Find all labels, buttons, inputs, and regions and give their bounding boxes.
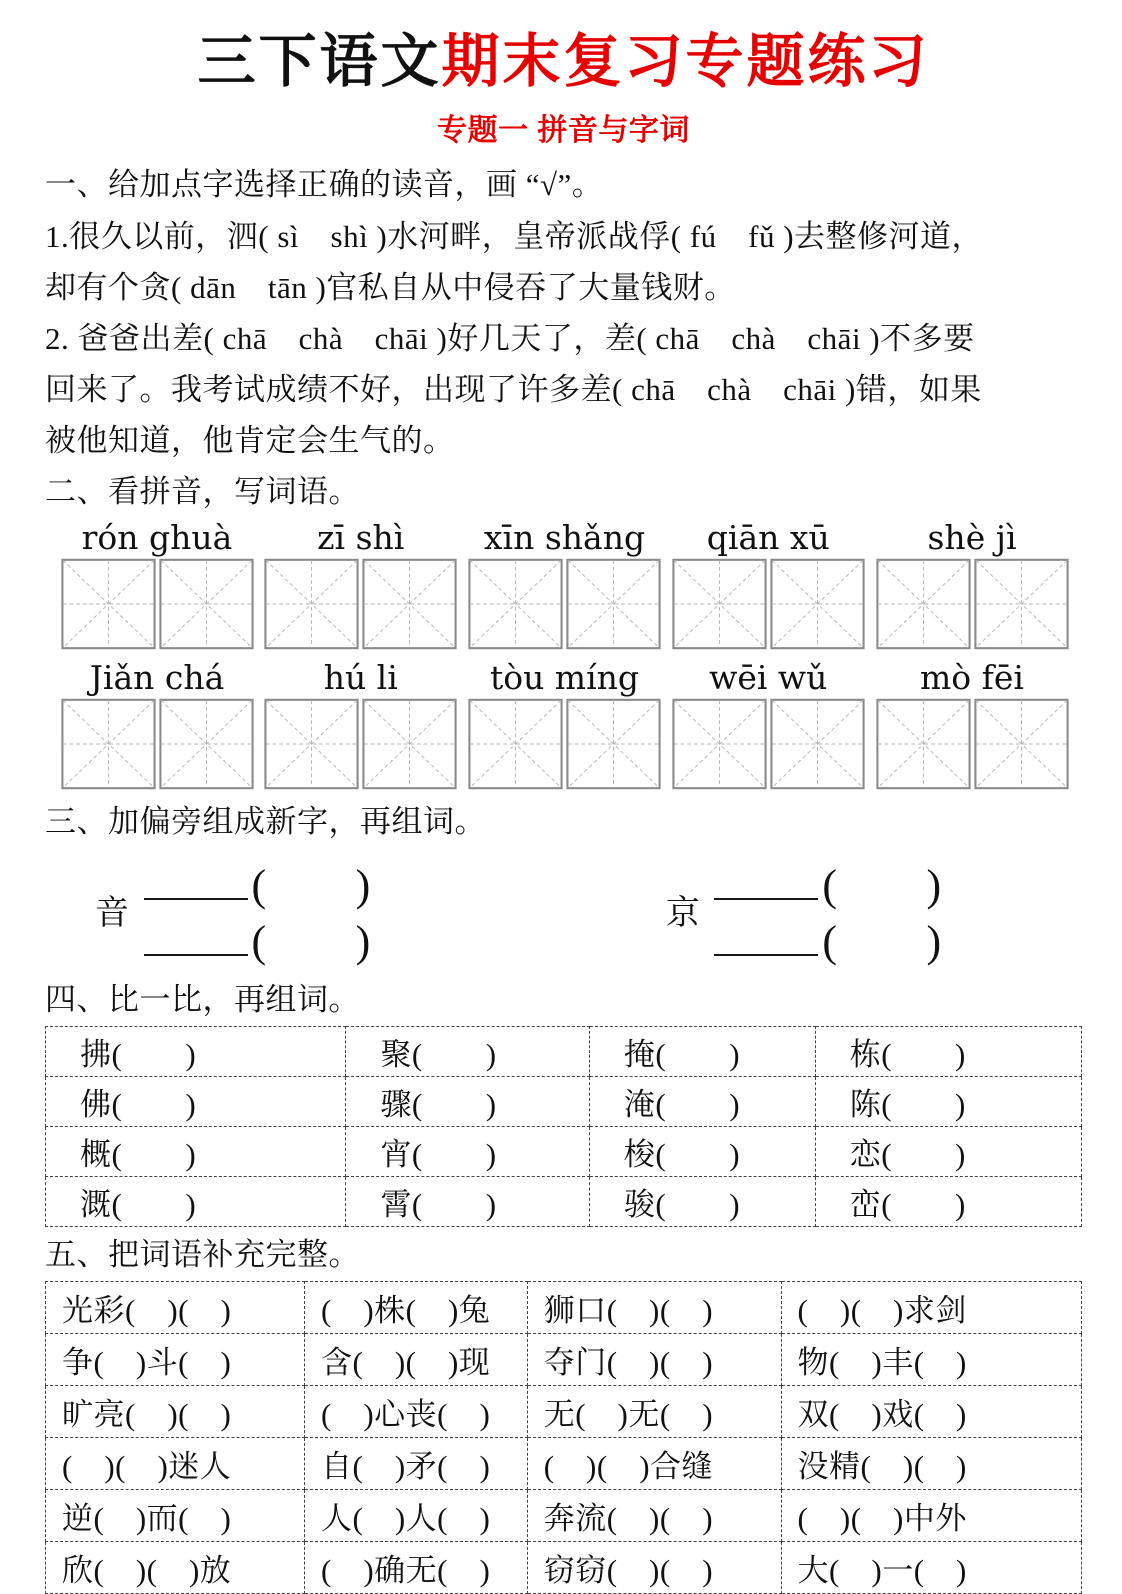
section-4-heading: 四、比一比，再组词。 [45, 981, 360, 1017]
table-cell: 溉( ) [46, 1176, 346, 1226]
tianzige-box [974, 698, 1069, 790]
table-cell: 人( )人( ) [305, 1489, 528, 1541]
pinyin-word-group [467, 518, 663, 650]
writing-box-pair [59, 558, 255, 650]
tianzige-box [672, 698, 767, 790]
pinyin-word-group [263, 658, 459, 790]
section-1-body [45, 211, 1082, 466]
table-cell: 夺门( )( ) [527, 1333, 781, 1385]
page-title [45, 26, 1082, 99]
pinyin-label: hú li [323, 657, 398, 697]
table-cell: 宵( ) [346, 1126, 589, 1176]
tianzige-box [362, 698, 457, 790]
table-row [46, 1385, 1082, 1437]
table-cell: 拂( ) [46, 1026, 346, 1076]
pinyin-word-group [874, 658, 1070, 790]
table-row [46, 1126, 1082, 1176]
table-cell: ( )心丧( ) [305, 1385, 528, 1437]
radical-base-char: 音 [95, 895, 130, 932]
writing-box-pair [467, 698, 663, 790]
section-5-heading: 五、把词语补充完整。 [45, 1236, 360, 1272]
paren-blank: ( ) [251, 916, 371, 966]
tianzige-box [264, 698, 359, 790]
title-red-part: 期末复习专题练习 [441, 29, 930, 94]
title-black-part: 三下语文 [197, 29, 442, 94]
writing-box-pair [263, 558, 459, 650]
table-row [46, 1333, 1082, 1385]
table-cell: 掩( ) [589, 1026, 815, 1076]
table-cell: 概( ) [46, 1126, 346, 1176]
table-cell: 光彩( )( ) [46, 1281, 305, 1333]
table-row [46, 1541, 1082, 1593]
pinyin-label: xīn shǎng [483, 517, 646, 557]
tianzige-box [566, 698, 661, 790]
radical-group [666, 854, 942, 966]
radical-group [95, 854, 371, 966]
answer-blank [144, 910, 371, 966]
table-cell: 陈( ) [815, 1076, 1081, 1126]
table-cell: 聚( ) [346, 1026, 589, 1076]
writing-box-pair [874, 558, 1070, 650]
tianzige-box [974, 558, 1069, 650]
pinyin-word-group [670, 658, 866, 790]
tianzige-box [264, 558, 359, 650]
answer-blank [144, 854, 371, 910]
table-cell: 物( )丰( ) [781, 1333, 1081, 1385]
pinyin-word-group [263, 518, 459, 650]
table-cell: 旷亮( )( ) [46, 1385, 305, 1437]
tianzige-box [566, 558, 661, 650]
table-cell: ( )( )合缝 [527, 1437, 781, 1489]
section-2-heading: 二、看拼音，写词语。 [45, 473, 360, 509]
tianzige-box [770, 558, 865, 650]
table-cell: ( )确无( ) [305, 1541, 528, 1593]
table-cell: 骤( ) [346, 1076, 589, 1126]
table-row [46, 1026, 1082, 1076]
blank-line [714, 946, 818, 956]
writing-box-pair [670, 698, 866, 790]
reading-exercise-line: 却有个贪( dān tān )官私自从中侵吞了大量钱财。 [45, 269, 736, 305]
table-cell: 骏( ) [589, 1176, 815, 1226]
radical-exercise-row [95, 854, 1082, 966]
tianzige-box [362, 558, 457, 650]
paren-blank: ( ) [822, 916, 942, 966]
reading-exercise-line: 被他知道，他肯定会生气的。 [45, 422, 455, 458]
reading-exercise-line: 回来了。我考试成绩不好，出现了许多差( chā chà chāi )错，如果 [45, 371, 982, 407]
tianzige-box [61, 698, 156, 790]
table-row [46, 1281, 1082, 1333]
tianzige-box [159, 558, 254, 650]
pinyin-label: tòu míng [489, 657, 640, 697]
writing-box-pair [874, 698, 1070, 790]
section-3-heading: 三、加偏旁组成新字，再组词。 [45, 803, 486, 839]
table-cell: 欣( )( )放 [46, 1541, 305, 1593]
table-cell: 无( )无( ) [527, 1385, 781, 1437]
table-cell: 佛( ) [46, 1076, 346, 1126]
complete-words-table [45, 1281, 1082, 1594]
radical-base-char: 京 [665, 895, 701, 932]
subtitle: 专题一 拼音与字词 [437, 113, 690, 147]
table-cell: 双( )戏( ) [781, 1385, 1081, 1437]
writing-box-pair [263, 698, 459, 790]
blank-line [144, 946, 248, 956]
table-cell: ( )( )中外 [781, 1489, 1081, 1541]
pinyin-label: mò fēi [920, 657, 1024, 697]
table-cell: ( )株( )兔 [305, 1281, 528, 1333]
pinyin-word-group [874, 518, 1070, 650]
radical-blanks [144, 854, 371, 966]
table-row [46, 1076, 1082, 1126]
pinyin-label: zī shì [317, 517, 405, 557]
table-cell: 自( )矛( ) [305, 1437, 528, 1489]
reading-exercise-line: 1.很久以前，泗( sì shì )水河畔，皇帝派战俘( fú fǔ )去整修河道， [45, 218, 984, 254]
tianzige-box [876, 698, 971, 790]
compare-words-table [45, 1026, 1082, 1227]
pinyin-label: qiān xū [706, 517, 830, 557]
blank-line [714, 890, 818, 900]
table-cell: 狮口( )( ) [527, 1281, 781, 1333]
table-row [46, 1176, 1082, 1226]
table-cell: 争( )斗( ) [46, 1333, 305, 1385]
blank-line [144, 890, 248, 900]
table-cell: 没精( )( ) [781, 1437, 1081, 1489]
writing-box-pair [467, 558, 663, 650]
pinyin-word-group [467, 658, 663, 790]
table-cell: 淹( ) [589, 1076, 815, 1126]
paren-blank: ( ) [251, 860, 371, 910]
pinyin-label: shè jì [927, 517, 1017, 557]
table-cell: 霄( ) [346, 1176, 589, 1226]
tianzige-box [876, 558, 971, 650]
table-cell: 梭( ) [589, 1126, 815, 1176]
table-row [46, 1437, 1082, 1489]
table-cell: 含( )( )现 [305, 1333, 528, 1385]
table-cell: 大( )一( ) [781, 1541, 1081, 1593]
table-cell: 逆( )而( ) [46, 1489, 305, 1541]
tianzige-box [61, 558, 156, 650]
writing-box-pair [670, 558, 866, 650]
reading-exercise-line: 2. 爸爸出差( chā chà chāi )好几天了，差( chā chà chāi )不多要 [45, 320, 975, 356]
tianzige-box [770, 698, 865, 790]
radical-blanks [714, 854, 941, 966]
writing-box-pair [59, 698, 255, 790]
table-cell: ( )( )求剑 [781, 1281, 1081, 1333]
pinyin-writing-area [45, 518, 1082, 790]
table-cell: 窃窃( )( ) [527, 1541, 781, 1593]
pinyin-word-group [59, 658, 255, 790]
pinyin-label: rón ghuà [81, 517, 233, 557]
answer-blank [714, 910, 941, 966]
pinyin-word-group [670, 518, 866, 650]
pinyin-label: wēi wǔ [709, 657, 828, 697]
tianzige-box [468, 698, 563, 790]
section-1-heading: 一、给加点字选择正确的读音，画 “√”。 [45, 166, 604, 202]
tianzige-box [672, 558, 767, 650]
pinyin-row [59, 518, 1070, 650]
table-cell: ( )( )迷人 [46, 1437, 305, 1489]
pinyin-label: Jiǎn chá [89, 657, 225, 697]
pinyin-word-group [59, 518, 255, 650]
tianzige-box [468, 558, 563, 650]
tianzige-box [159, 698, 254, 790]
paren-blank: ( ) [822, 860, 942, 910]
table-cell: 奔流( )( ) [527, 1489, 781, 1541]
table-cell: 恋( ) [815, 1126, 1081, 1176]
pinyin-row [59, 658, 1070, 790]
table-cell: 峦( ) [815, 1176, 1081, 1226]
table-cell: 栋( ) [815, 1026, 1081, 1076]
answer-blank [714, 854, 941, 910]
table-row [46, 1489, 1082, 1541]
